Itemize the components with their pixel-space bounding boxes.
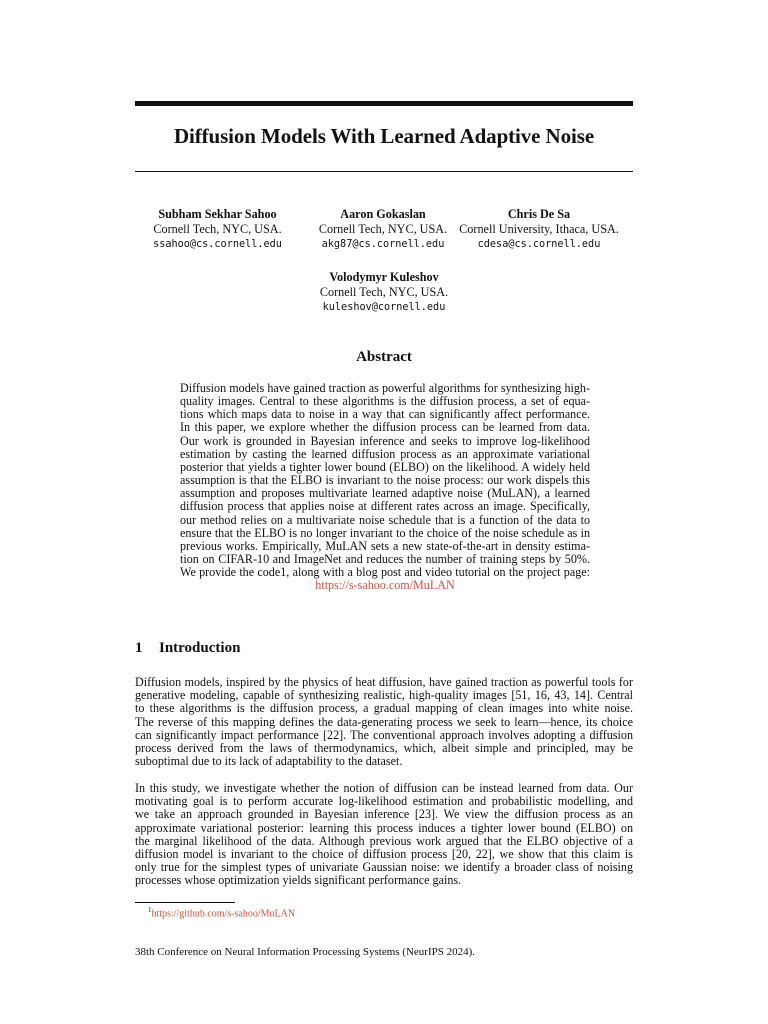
abstract-line: tions which maps data to noise in a way that can significantly affect performance.: [180, 407, 590, 422]
author-3: [451, 207, 627, 252]
paragraph-line: generative modeling, capable of synthesizing realistic, high-quality images [51, 16, 43, 14]. Central: [135, 688, 633, 703]
abstract-line: estimation by casting the learned diffusion process as an approximate variational: [180, 446, 590, 461]
author-affiliation: Cornell Tech, NYC, USA.: [318, 222, 448, 236]
author-1: [135, 207, 300, 252]
paragraph-line: can significantly impact performance [22]. The conventional approach involves adopting a diffusion: [135, 727, 633, 742]
author-name: Chris De Sa: [507, 207, 571, 221]
abstract-line: diffusion process that applies noise at different rates across an image. Specifically,: [180, 499, 590, 514]
footnote-rule: [135, 902, 235, 903]
abstract-line: quality images. Central to these algorithms is the diffusion process, a set of equa-: [180, 394, 590, 409]
author-4: [284, 270, 484, 315]
paragraph-line: process derived from the laws of thermodynamics, which, albeit simple and principled, may be: [135, 741, 633, 756]
author-email[interactable]: kuleshov@cornell.edu: [322, 302, 446, 313]
abstract-line: assumption and proposes multivariate learned adaptive noise (MuLAN), a learned: [180, 486, 590, 501]
abstract-line: Diffusion models have gained traction as powerful algorithms for synthesizing high-: [180, 381, 590, 395]
paragraph-line: diffusion model is invariant to the choice of diffusion process [20, 22], we show that this claim is: [135, 847, 633, 862]
author-affiliation: Cornell University, Ithaca, USA.: [459, 222, 619, 236]
section-heading: [135, 640, 240, 657]
title-top-rule: [135, 101, 633, 106]
author-name: Volodymyr Kuleshov: [329, 270, 439, 284]
paragraph-line: processes whose optimization yields significant performance gains.: [135, 873, 462, 888]
abstract-line: tion on CIFAR-10 and ImageNet and reduces the number of training steps by 50%.: [180, 552, 590, 567]
abstract-line: ensure that the ELBO is no longer invariant to the choice of the noise schedule as in: [180, 525, 590, 540]
abstract-line: In this paper, we explore whether the diffusion process can be learned from data.: [180, 420, 590, 435]
intro-paragraph-1: [135, 676, 633, 768]
abstract-line: assumption is that the ELBO is invariant to the noise process: our work dispels this: [180, 473, 590, 488]
author-affiliation: Cornell Tech, NYC, USA.: [153, 222, 282, 236]
venue-footer: 38th Conference on Neural Information Processing Systems (NeurIPS 2024).: [135, 946, 476, 958]
author-affiliation: Cornell Tech, NYC, USA.: [319, 285, 449, 299]
paragraph-line: approximate variational posterior: learning this process induces a tighter lower bound (ELBO) on: [135, 820, 633, 835]
author-email[interactable]: ssahoo@cs.cornell.edu: [153, 239, 282, 250]
abstract-line: We provide the code1, along with a blog post and video tutorial on the project page:: [180, 565, 590, 580]
paragraph-line: motivating goal is to perform accurate log-likelihood estimation and probabilistic modelling, and: [135, 794, 633, 809]
footnote: [148, 906, 295, 919]
paragraph-line: Diffusion models, inspired by the physics of heat diffusion, have gained traction as powerful tools for: [135, 675, 633, 689]
author-email[interactable]: akg87@cs.cornell.edu: [321, 239, 445, 250]
paragraph-line: to these algorithms is the diffusion process, a gradual mapping of clean images into white noise.: [135, 701, 633, 716]
section-number: 1: [135, 640, 143, 656]
paragraph-line: In this study, we investigate whether the notion of diffusion can be instead learned from data. Our: [135, 781, 633, 795]
paragraph-line: only true for the simplest types of univariate Gaussian noise: we identify a broader class of noising: [135, 860, 633, 875]
paragraph-line: we take an approach grounded in Bayesian inference [23]. We view the diffusion process as an: [135, 807, 633, 822]
abstract-line: posterior that yields a tighter lower bound (ELBO) on the likelihood. A widely held: [180, 459, 590, 474]
paragraph-line: suboptimal due to its lack of adaptability to the dataset.: [135, 754, 403, 769]
footnote-mark: 1: [148, 906, 152, 914]
paper-title: Diffusion Models With Learned Adaptive Noise: [173, 124, 595, 148]
paragraph-line: The reverse of this mapping defines the data-generating process we seek to learn—hence, its choice: [135, 714, 633, 729]
abstract-line: Our work is grounded in Bayesian inference and seeks to improve log-likelihood: [180, 433, 590, 448]
project-page-link[interactable]: https://s-sahoo.com/MuLAN: [315, 578, 455, 593]
intro-paragraph-2: [135, 782, 633, 888]
author-email[interactable]: cdesa@cs.cornell.edu: [477, 239, 601, 250]
footnote-link[interactable]: https://github.com/s-sahoo/MuLAN: [151, 908, 296, 920]
author-name: Subham Sekhar Sahoo: [158, 207, 277, 221]
abstract-text: [180, 382, 590, 593]
author-2: [297, 207, 469, 252]
paragraph-line: the marginal likelihood of the data. Although previous work argued that the ELBO objective of a: [135, 833, 633, 848]
author-name: Aaron Gokaslan: [340, 207, 426, 221]
abstract-heading: Abstract: [356, 349, 412, 365]
abstract-line: our method relies on a multivariate noise schedule that is a function of the data to: [180, 512, 590, 527]
section-title: Introduction: [159, 640, 241, 656]
title-bottom-rule: [135, 171, 633, 172]
abstract-line: previous works. Empirically, MuLAN sets a new state-of-the-art in density estima-: [180, 538, 590, 553]
